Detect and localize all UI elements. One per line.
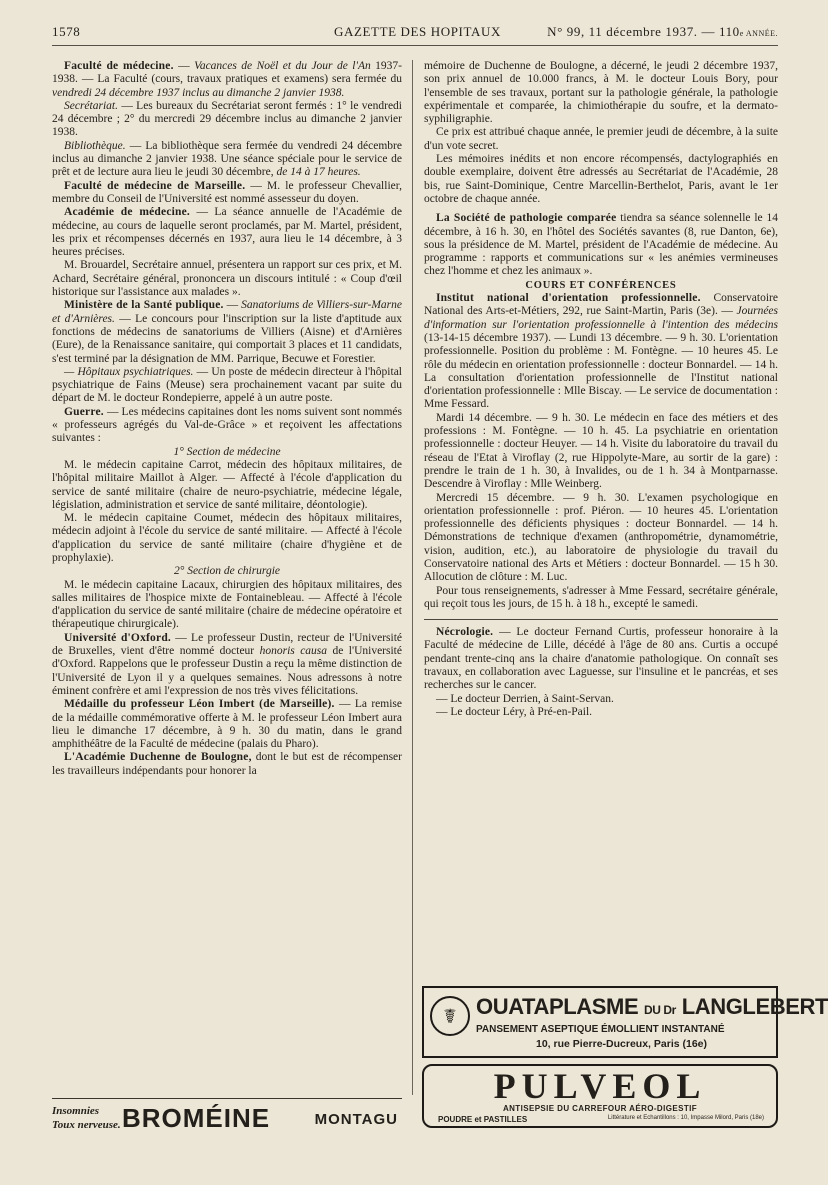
pathology-society-notice <box>424 212 778 278</box>
orientation-institute-notice <box>424 292 778 412</box>
necrology-lery: — Le docteur Léry, à Pré-en-Pail. <box>436 705 593 718</box>
text: Conservatoire National des Arts-et-Métiers, 292, rue Saint-Martin, Paris (3e). — <box>424 292 778 318</box>
issue-line <box>547 24 778 40</box>
advert-tagline: ANTISEPSIE DU CARREFOUR AÉRO-DIGESTIF <box>502 1104 698 1113</box>
column-divider <box>412 60 413 1095</box>
text: — La bibliothèque sera fermée du vendredi 24 décembre inclus au dimanche 2 janvier 1938. Une séance spéciale pour le service de prêt et de lecture aura lieu le jeudi 30 décembre, <box>52 139 402 179</box>
headline: La Société de pathologie comparée <box>436 212 617 225</box>
headline: Institut national d'orientation professionnelle. <box>436 292 701 305</box>
text-italic: Vacances de Noël et du Jour de l'An <box>194 60 371 72</box>
text: de l'Université d'Oxford. Rappelons que le professeur Dustin a reçu la même distinction de l'Université de Lyon il y a quelques semaines. Nous adressons à notre éminent confrère et ami l'expression de nos très vives félicitations. <box>52 645 402 697</box>
prize-paragraph: Ce prix est attribué chaque année, le premier jeudi de décembre, à la suite d'un vote secret. <box>424 126 778 152</box>
bromeine-advert <box>52 1098 402 1135</box>
text-italic: Sanatoriums de Villiers-sur-Marne et d'Arnières. <box>52 299 402 325</box>
headline: L'Académie Duchenne de Boulogne, <box>64 751 252 764</box>
headline: Université d'Oxford. <box>64 631 171 644</box>
oxford-notice <box>52 632 402 698</box>
issue-suffix: e ANNÉE. <box>739 29 778 38</box>
caduceus-icon: ☤ <box>430 996 470 1036</box>
psychiatric-notice <box>52 366 402 406</box>
page-number: 1578 <box>52 24 81 39</box>
secretariat-notice <box>52 100 402 140</box>
duchenne-notice <box>52 751 402 778</box>
duchenne-continued: mémoire de Duchenne de Boulogne, a décerné, le jeudi 2 décembre 1937, son prix annuel de 10.000 francs, à M. le docteur Louis Bory, pour l'ensemble de ses travaux, portant sur la pathologie générale, la pathologie expérimentale et comparée, la chimiothérapie du soufre, et la dermato-syphiligraphie. <box>424 60 778 126</box>
brand-du: DU Dr <box>643 1003 676 1017</box>
headline: Médaille du professeur Léon Imbert (de Marseille). <box>64 698 335 711</box>
text-italic: Bibliothèque. <box>64 139 126 152</box>
text: — <box>223 299 242 312</box>
headline: Nécrologie. <box>436 626 494 639</box>
advert-brand: PULVEOL <box>493 1066 707 1106</box>
advert-tagline: PANSEMENT ASEPTIQUE ÉMOLLIENT INSTANTANÉ <box>476 1024 725 1035</box>
memoirs-paragraph: Les mémoires inédits et non encore récompensés, dactylographiés en double exemplaire, doivent être adressés au Secrétariat de l'Académie, 28 bis, rue Saint-Dominique, Centre Marcellin-Berthelot, Paris, avant le 1er octobre de chaque année. <box>424 153 778 205</box>
necrology-notice <box>424 626 778 692</box>
text-italic: vendredi 24 décembre 1937 inclus au dimanche 2 janvier 1938. <box>52 86 345 99</box>
text-italic: Secrétariat. <box>64 99 118 112</box>
right-column <box>424 60 778 719</box>
text: — La remise de la médaille commémorative offerte à M. le professeur Léon Imbert aura lieu le dimanche 17 décembre, à 9 h. 30 du matin, dans le grand amphithéâtre de la Faculté de médecine (palais du Pharo). <box>52 698 402 751</box>
header-rule <box>52 45 778 46</box>
info-paragraph: Pour tous renseignements, s'adresser à Mme Fessard, secrétaire générale, qui reçoit tous les jours, de 15 h. à 18 h., excepté le samedi. <box>424 584 778 610</box>
headline: Faculté de médecine de Marseille. <box>64 179 246 192</box>
text-italic: de 14 à 17 heures. <box>276 166 361 179</box>
headline: Guerre. <box>64 405 104 418</box>
text-italic: honoris causa <box>259 645 328 658</box>
advert-brand <box>476 994 828 1020</box>
ministry-notice <box>52 299 402 365</box>
text-italic: Journées d'information sur l'orientation professionnelle à l'intention des médecins <box>424 305 778 331</box>
text: — Le concours pour l'inscription sur la liste d'aptitude aux fonctions de médecins de sanatoriums de Villiers (Aisne) et d'Arnières (Eure), de la Renaissance sanitaire, qui comportait 3 places et 11 candidats, s'est terminé par la désignation de MM. Parrique, Becuwe et Forestier. <box>52 312 402 365</box>
brand-name: OUATAPLASME <box>476 994 639 1019</box>
marseille-notice <box>52 180 402 207</box>
text-italic: — Hôpitaux psychiatriques. <box>64 365 194 378</box>
advert-line-1: Insomnies <box>52 1105 100 1117</box>
text: — Les bureaux du Secrétariat seront fermés : 1° le vendredi 24 décembre ; 2° du mercredi 29 décembre inclus au dimanche 2 janvier 1938. <box>52 99 402 139</box>
journal-title: GAZETTE DES HOPITAUX <box>334 24 501 39</box>
brouardel-paragraph: M. Brouardel, Secrétaire annuel, présentera un rapport sur ces prix, et M. Achard, Secrétaire général, prononcera un discours intitulé : « Coup d'œil historique sur l'assistance aux malades ». <box>52 259 402 299</box>
advert-line-2: Toux nerveuse. <box>52 1119 121 1131</box>
wednesday-paragraph: Mercredi 15 décembre. — 9 h. 30. L'examen psychologique en orientation professionnelle : prof. Piéron. — 10 heures 45. L'orientation professionnelle des déficients physiques : docteur Bonnardel. — 14 h. Démonstrations de technique d'examen (anthropométrie, dynamométrie, vision, audition, etc.), au laboratoire de physiologie du travail du Conservatoire national des Arts et Métiers : docteur Bonnardel. — 15 h 30. Allocution de clôture : M. Luc. <box>424 491 778 584</box>
ouataplasme-advert <box>422 986 828 1058</box>
advert-forms: POUDRE et PASTILLES <box>438 1115 528 1124</box>
coumet-paragraph: M. le médecin capitaine Coumet, médecin des hôpitaux militaires, médecin adjoint à l'école du service de santé militaire. — Affecté à l'école d'application du service de santé militaire (chaire d'hygiène et de prophylaxie). <box>52 512 402 564</box>
text: (13-14-15 décembre 1937). — Lundi 13 décembre. — 9 h. 30. L'orientation professionnelle. Position du problème : M. Fontègne. — 10 heures 45. Le rôle du médecin en orientation professionnelle : docteur Bonnardel. — 14 h. La consultation d'orientation professionnelle de l'Institut national d'orientation professionnelle : Mlle Biscay. — Le service de documentation : Mme Fessard. <box>424 331 778 411</box>
text: — Le professeur Dustin, recteur de l'Université de Bruxelles, vient d'être nommé docteur <box>52 631 402 658</box>
section-separator <box>424 619 778 620</box>
advert-brand: BROMÉINE <box>122 1103 271 1133</box>
carrot-paragraph: M. le médecin capitaine Carrot, médecin des hôpitaux militaires, de l'hôpital militaire Maillot à Alger. — Affecté à l'école d'application du service de santé militaire (chaire de neuro-psychiatrie, médecine légale, législation, administration et service de santé militaire, déontologie). <box>52 458 402 511</box>
imbert-medal-notice <box>52 698 402 751</box>
left-column <box>52 60 402 778</box>
advert-maker: MONTAGU <box>314 1111 398 1128</box>
advert-address: 10, rue Pierre-Ducreux, Paris (16e) <box>536 1038 708 1050</box>
faculty-notice <box>52 60 402 100</box>
headline: Académie de médecine. <box>64 206 191 219</box>
library-notice <box>52 140 402 180</box>
text: — Un poste de médecin directeur à l'hôpital psychiatrique de Fains (Meuse) sera prochainement vacant par suite du départ de M. le docteur Rondepierre, appelé à un autre poste. <box>52 365 402 405</box>
section-medicine-heading: 1° Section de médecine <box>173 445 281 458</box>
war-notice <box>52 406 402 446</box>
advert-address: Littérature et Echantillons : 10, Impasse Milord, Paris (18e) <box>607 1115 764 1121</box>
academy-notice <box>52 206 402 259</box>
text: — Le docteur Fernand Curtis, professeur honoraire à la Faculté de médecine de Lille, décédé à l'âge de 80 ans. Curtis a occupé pendant trente-cinq ans la chaire d'anatomie pathologique. On connaît ses travaux, en collaboration avec Laguesse, sur l'insuline et le pancréas, et ses recherches sur le cancer. <box>424 626 778 692</box>
text: — M. le professeur Chevallier, membre du Conseil de l'Université est nommé assesseur du doyen. <box>52 179 402 205</box>
brand-surname: LANGLEBERT <box>681 994 828 1019</box>
pulveol-advert <box>422 1064 778 1128</box>
headline: Faculté de médecine. <box>64 60 174 72</box>
text: dont le but est de récompenser les travailleurs indépendants pour honorer la <box>52 751 402 777</box>
tuesday-paragraph: Mardi 14 décembre. — 9 h. 30. Le médecin en face des métiers et des professions : M. Fontègne. — 10 h. 45. La psychiatrie en orientation professionnelle : docteur Heuyer. — 14 h. Visite du laboratoire du travail du réseau de l'Etat à Viroflay (2, rue Hippolyte-Mare, au sortir de la gare) : prendre le train de 1 h. 30, à Invalides, ou de 1 h. 34 à Montparnasse. Descendre à Viroflay : Mlle Weinberg. <box>424 411 778 491</box>
page-header <box>52 24 778 44</box>
section-surgery-heading: 2° Section de chirurgie <box>173 565 281 578</box>
headline: Ministère de la Santé publique. <box>64 299 224 312</box>
text: — <box>173 60 195 72</box>
text: — Les médecins capitaines dont les noms suivent sont nommés « professeurs agrégés du Val-de-Grâce » et reçoivent les affectations suivantes : <box>52 405 402 445</box>
lacaux-paragraph: M. le médecin capitaine Lacaux, chirurgien des hôpitaux militaires, des salles militaires de l'hospice mixte de Fontainebleau. — Affecté à l'école d'application du service de santé militaire (chaire de médecine opératoire et thérapeutique chirurgicale). <box>52 578 402 631</box>
text: — La séance annuelle de l'Académie de médecine, au cours de laquelle seront proclamés, par M. Martel, président, les prix et récompenses décernés en 1937, aura lieu le 14 décembre, à 3 heures précises. <box>52 206 402 259</box>
issue-date: N° 99, 11 décembre 1937. — 110 <box>547 24 740 39</box>
necrology-derrien: — Le docteur Derrien, à Saint-Servan. <box>436 692 614 705</box>
text: tiendra sa séance solennelle le 14 décembre, à 16 h. 30, en l'hôtel des Sociétés savantes (8, rue Danton, 6e), sous la présidence de M. Martel, président de l'Académie de médecine. Au programme : rapports et communications sur « les anémies vermineuses chez l'homme et chez les animaux ». <box>424 212 778 278</box>
text: 1937-1938. — La Faculté (cours, travaux pratiques et examens) sera fermée du <box>52 60 402 86</box>
courses-section-heading: COURS ET CONFÉRENCES <box>525 279 677 291</box>
